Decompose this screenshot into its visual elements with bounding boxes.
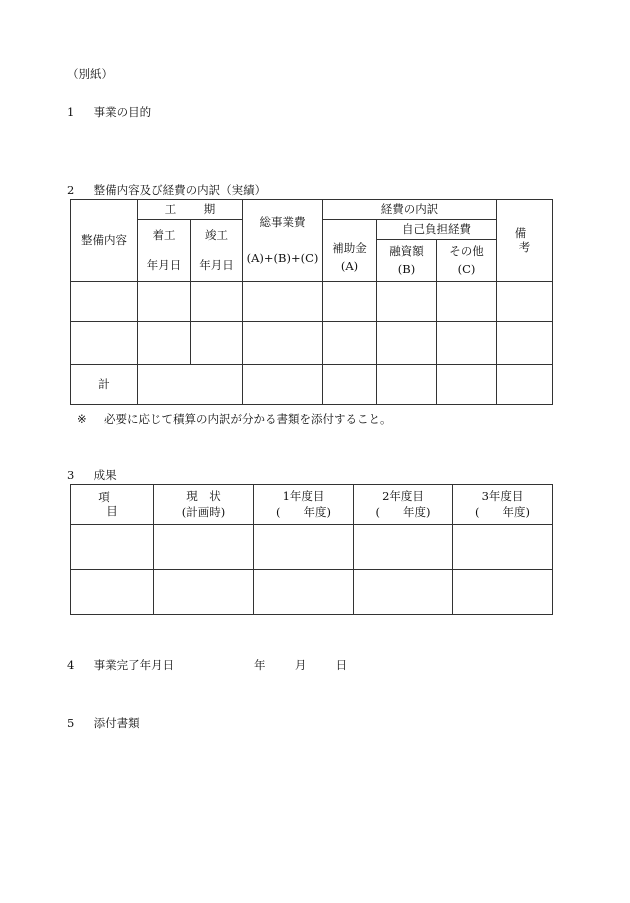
header-content: 整備内容 [71, 200, 138, 282]
total-row-label: 計 [71, 365, 138, 405]
header-remarks: 備 考 [497, 200, 553, 282]
table-row [71, 322, 553, 365]
header-total [243, 200, 323, 282]
section-3-number: 3 [67, 468, 75, 482]
header-other [437, 240, 497, 282]
header-current-label: 現 状 [186, 488, 221, 503]
completion-day: 日 [335, 658, 348, 672]
section-5-title: 添付書類 [93, 716, 140, 730]
note-text: 必要に応じて積算の内訳が分かる書類を添付すること。 [103, 412, 392, 426]
header-year-2-sub: ( 年度) [375, 505, 431, 519]
header-current-sub: (計画時) [181, 505, 226, 519]
header-start-date: 年月日 [146, 257, 182, 272]
attachment-label: （別紙） [67, 67, 113, 81]
section-4-number: 4 [67, 658, 75, 672]
header-year-2-label: 2年度目 [382, 488, 424, 503]
header-loan [377, 240, 437, 282]
header-start-label: 着工 [152, 228, 176, 243]
header-other-label: その他 [449, 244, 484, 259]
section-5-heading [67, 715, 140, 731]
completion-date [254, 657, 347, 673]
header-end-label: 竣工 [205, 228, 228, 243]
header-item: 項 目 [71, 485, 154, 525]
header-end-date: 年月日 [199, 257, 234, 272]
header-subsidy-label: 補助金 [332, 241, 367, 256]
header-loan-code: (B) [397, 261, 416, 276]
total-row [71, 365, 553, 405]
results-table [70, 484, 553, 615]
section-4-title: 事業完了年月日 [93, 658, 175, 672]
header-current [154, 485, 254, 525]
table-row [71, 570, 553, 615]
header-year-3-label: 3年度目 [481, 488, 524, 503]
section-2-number: 2 [67, 183, 75, 197]
table-row [71, 282, 553, 322]
header-subsidy [323, 220, 377, 282]
note-mark: ※ [77, 412, 87, 426]
section-2-heading [67, 182, 266, 198]
completion-month: 月 [294, 658, 307, 672]
header-start [138, 220, 191, 282]
note [77, 411, 391, 427]
header-end [191, 220, 243, 282]
header-loan-label: 融資額 [389, 244, 424, 259]
header-year-1-sub: ( 年度) [276, 505, 331, 519]
section-2-title: 整備内容及び経費の内訳（実績） [93, 183, 267, 197]
section-3-heading [67, 467, 117, 483]
header-total-formula: (A)+(B)+(C) [246, 250, 319, 265]
header-year-3 [453, 485, 553, 525]
section-1-heading [67, 104, 151, 120]
header-year-3-sub: ( 年度) [475, 505, 530, 519]
header-year-1 [254, 485, 354, 525]
header-other-code: (C) [457, 261, 476, 276]
header-year-2 [354, 485, 453, 525]
header-subsidy-code: (A) [340, 258, 359, 273]
header-breakdown: 経費の内訳 [323, 200, 497, 220]
completion-year: 年 [254, 658, 266, 672]
section-1-number: 1 [67, 105, 75, 119]
section-3-title: 成果 [93, 468, 117, 482]
section-5-number: 5 [67, 716, 75, 730]
expense-table [70, 199, 553, 405]
header-period: 工 期 [138, 200, 243, 220]
header-year-1-label: 1年度目 [282, 488, 325, 503]
header-self-burden: 自己負担経費 [377, 220, 497, 240]
table-row [71, 525, 553, 570]
header-total-label: 総事業費 [259, 215, 306, 230]
section-1-title: 事業の目的 [93, 105, 152, 119]
section-4-heading [67, 657, 174, 673]
